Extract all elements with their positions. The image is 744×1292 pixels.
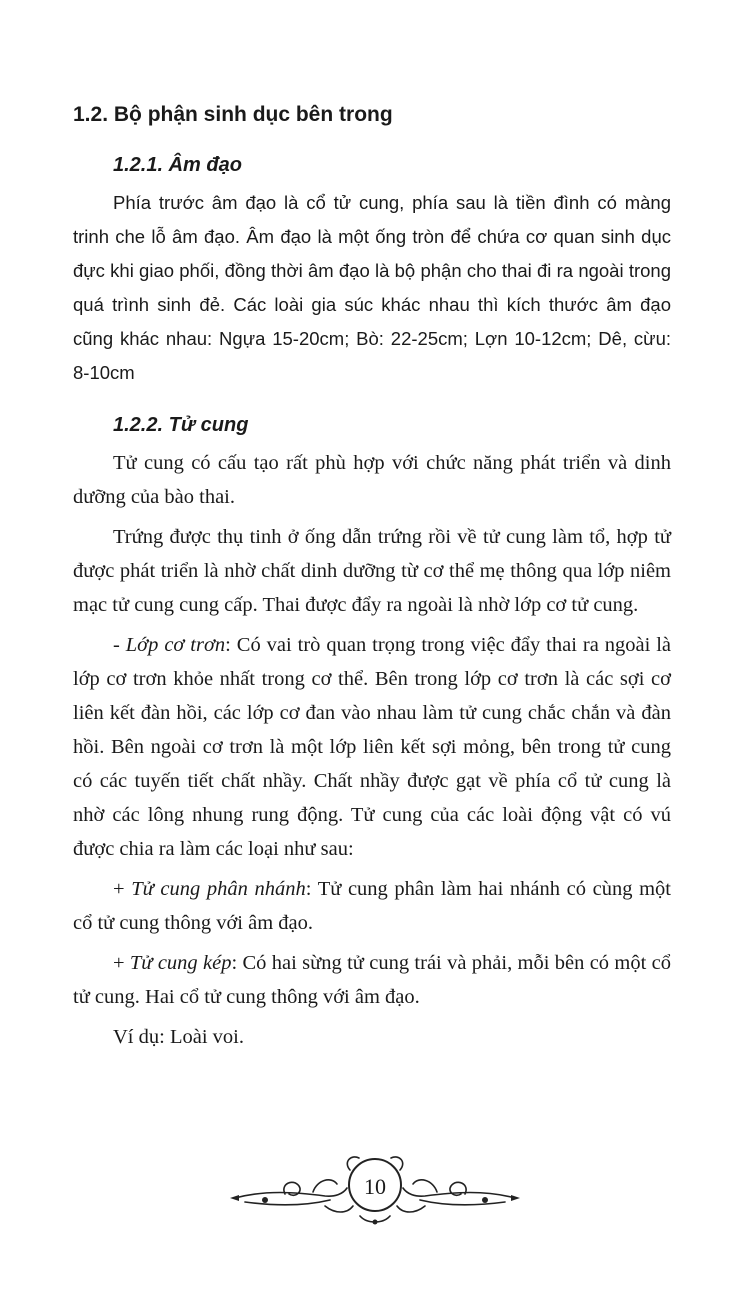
term-tu-cung-phan-nhanh: Tử cung phân nhánh	[131, 878, 306, 900]
bullet-plus: +	[113, 878, 132, 900]
page-footer	[225, 1148, 525, 1228]
bullet-plus: +	[113, 952, 130, 974]
paragraph-tu-cung-kep	[73, 946, 671, 1014]
paragraph-vi-du: Ví dụ: Loài voi.	[113, 1026, 244, 1048]
section-heading: 1.2. Bộ phận sinh dục bên trong	[73, 103, 393, 126]
paragraph-lop-co-tron	[73, 628, 671, 866]
page-number: 10	[348, 1158, 402, 1212]
text-lop-co-tron: : Có vai trò quan trọng trong việc đẩy thai ra ngoài là lớp cơ trơn khỏe nhất trong cơ thể. Bên trong lớp cơ trơn là các sợi cơ liên kết đàn hồi, các lớp cơ đan vào nhau làm tử cung chắc chắn và đàn hồi. Bên ngoài cơ trơn là một lớp liên kết sợi mỏng, bên trong tử cung có các tuyến tiết chất nhầy. Chất nhầy được gạt về phía cổ tử cung là nhờ các lông nhung rung động. Tử cung của các loài động vật có vú được chia ra làm các loại như sau:	[73, 634, 672, 860]
paragraph-tu-cung-phan-nhanh	[73, 872, 671, 940]
paragraph-tu-cung-intro: Tử cung có cấu tạo rất phù hợp với chức năng phát triển và dinh dưỡng của bào thai.	[73, 452, 671, 508]
paragraph-trung-thu-tinh: Trứng được thụ tinh ở ống dẫn trứng rồi về tử cung làm tổ, hợp tử được phát triển là nhờ chất dinh dưỡng từ cơ thể mẹ thông qua lớp niêm mạc tử cung cung cấp. Thai được đẩy ra ngoài là nhờ lớp cơ tử cung.	[73, 526, 671, 616]
subsection-heading-tu-cung: 1.2.2. Tử cung	[113, 414, 249, 436]
term-tu-cung-kep: Tử cung kép	[129, 952, 232, 974]
subsection-heading-am-dao: 1.2.1. Âm đạo	[113, 154, 242, 176]
page-content	[73, 92, 671, 1054]
text-tu-cung-kep: : Có hai sừng tử cung trái và phải, mỗi bên có một cổ tử cung. Hai cổ tử cung thông với âm đạo.	[73, 952, 671, 1008]
term-lop-co-tron: Lớp cơ trơn	[125, 634, 226, 656]
text-tu-cung-phan-nhanh: : Tử cung phân làm hai nhánh có cùng một cổ tử cung thông với âm đạo.	[73, 878, 671, 934]
bullet-dash: -	[113, 634, 126, 656]
paragraph-am-dao: Phía trước âm đạo là cổ tử cung, phía sau là tiền đình có màng trinh che lỗ âm đạo. Âm đạo là một ống tròn để chứa cơ quan sinh dục đực khi giao phối, đồng thời âm đạo là bộ phận cho thai đi ra ngoài trong quá trình sinh đẻ. Các loài gia súc khác nhau thì kích thước âm đạo cũng khác nhau: Ngựa 15-20cm; Bò: 22-25cm; Lợn 10-12cm; Dê, cừu: 8-10cm	[73, 192, 671, 383]
